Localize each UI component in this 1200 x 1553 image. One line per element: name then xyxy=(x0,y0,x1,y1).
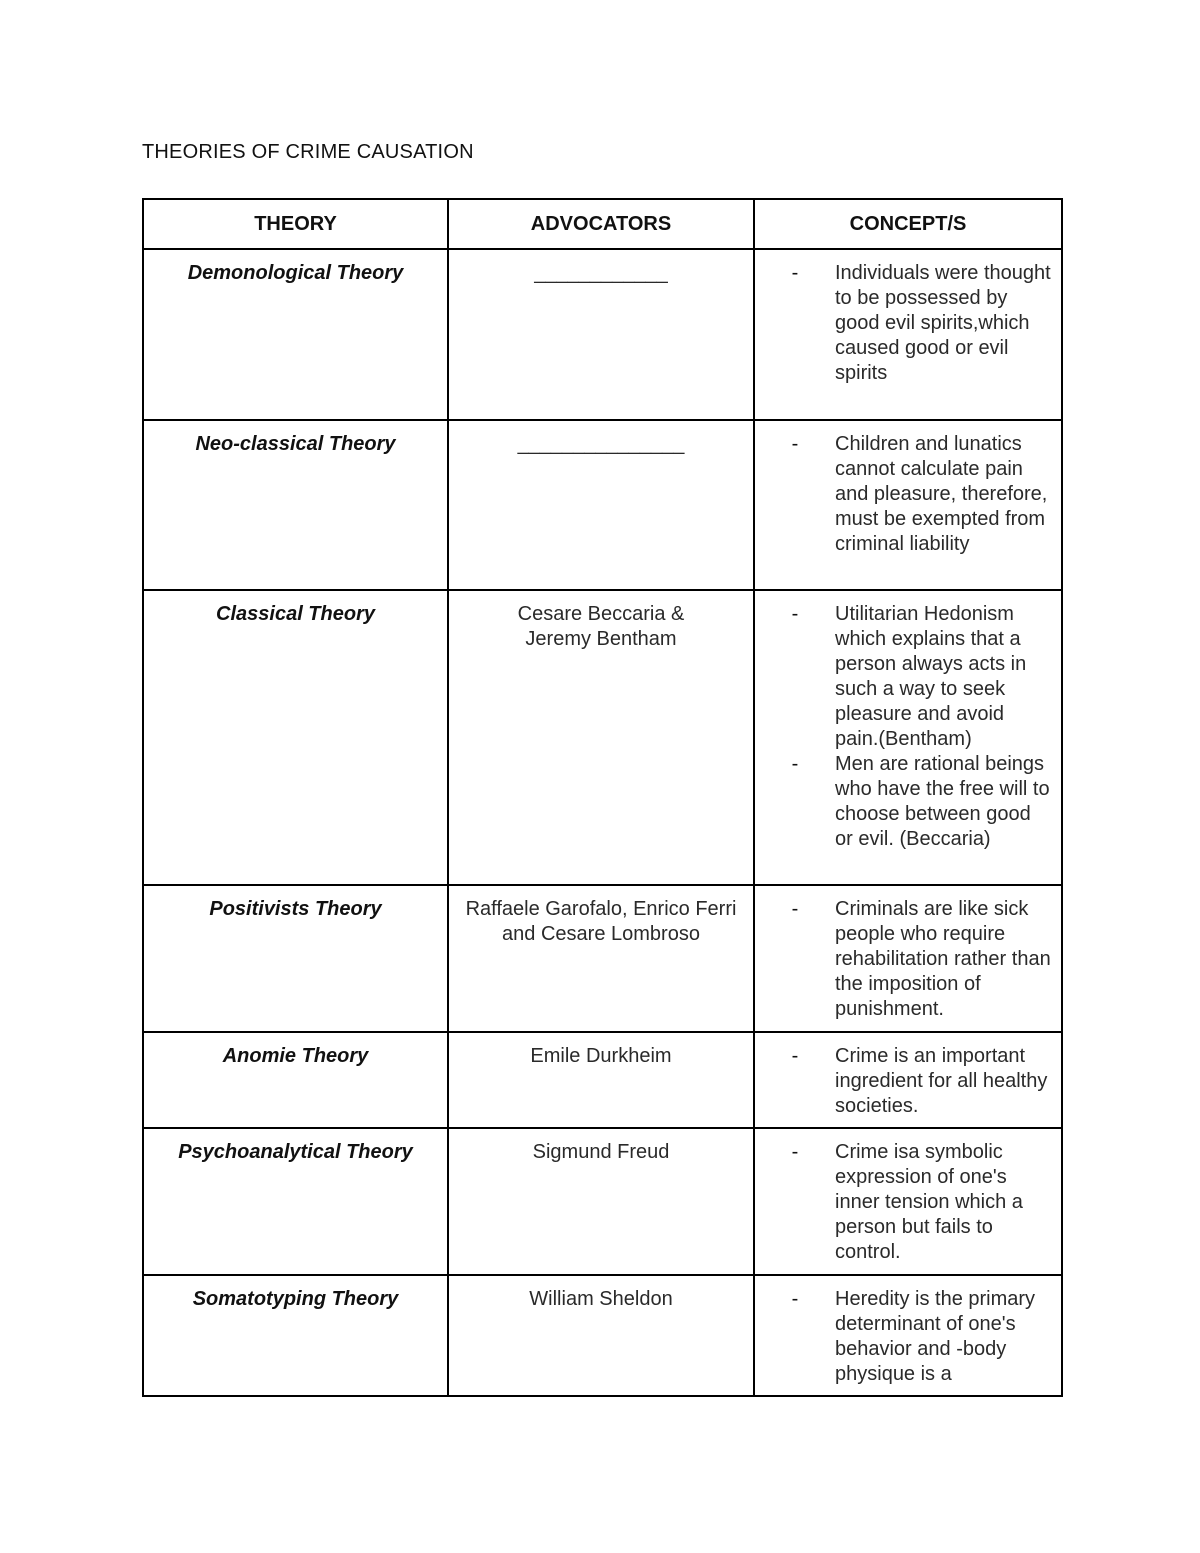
table-row xyxy=(143,1032,1062,1128)
table-row xyxy=(143,249,1062,420)
concept-item xyxy=(755,1140,1051,1265)
advocators: ____________ xyxy=(448,249,754,420)
theory-name: Anomie Theory xyxy=(143,1032,448,1128)
concept-item xyxy=(755,752,1051,852)
bullet-dash: - xyxy=(791,603,799,625)
concepts xyxy=(754,590,1062,885)
concept-text: Men are rational beings who have the free will to choose between good or evil. (Beccaria) xyxy=(835,753,1050,850)
concept-item xyxy=(755,602,1051,752)
theory-name: Psychoanalytical Theory xyxy=(143,1128,448,1275)
bullet-dash: - xyxy=(791,1288,799,1310)
bullet-dash: - xyxy=(791,262,799,284)
header-theory: THEORY xyxy=(143,199,448,249)
advocators: William Sheldon xyxy=(448,1275,754,1396)
advocators: Sigmund Freud xyxy=(448,1128,754,1275)
theory-name: Somatotyping Theory xyxy=(143,1275,448,1396)
concept-text: Heredity is the primary determinant of one's behavior and -body physique is a xyxy=(835,1288,1036,1385)
advocators: Cesare Beccaria & Jeremy Bentham xyxy=(448,590,754,885)
advocators: Emile Durkheim xyxy=(448,1032,754,1128)
header-row xyxy=(143,199,1062,249)
advocators: Raffaele Garofalo, Enrico Ferri and Cesare Lombroso xyxy=(448,885,754,1032)
concept-item xyxy=(755,261,1051,386)
theory-name: Classical Theory xyxy=(143,590,448,885)
concept-item xyxy=(755,432,1051,557)
table-row xyxy=(143,1275,1062,1396)
page-title: THEORIES OF CRIME CAUSATION xyxy=(142,141,474,163)
bullet-dash: - xyxy=(791,898,799,920)
concepts xyxy=(754,249,1062,420)
theory-name: Positivists Theory xyxy=(143,885,448,1032)
table-row xyxy=(143,420,1062,590)
concept-text: Crime is an important ingredient for all healthy societies. xyxy=(835,1045,1048,1117)
header-concepts: CONCEPT/S xyxy=(754,199,1062,249)
theory-name: Neo-classical Theory xyxy=(143,420,448,590)
table-row xyxy=(143,885,1062,1032)
header-advocators: ADVOCATORS xyxy=(448,199,754,249)
advocators: _______________ xyxy=(448,420,754,590)
theory-name: Demonological Theory xyxy=(143,249,448,420)
concepts xyxy=(754,885,1062,1032)
concept-text: Utilitarian Hedonism which explains that a person always acts in such a way to seek pleasure and avoid pain.(Bentham) xyxy=(835,603,1027,750)
bullet-dash: - xyxy=(791,1045,799,1067)
concepts xyxy=(754,1275,1062,1396)
theories-table xyxy=(142,198,1063,1397)
concept-text: Crime isa symbolic expression of one's inner tension which a person but fails to control. xyxy=(835,1141,1023,1263)
concept-item xyxy=(755,1044,1051,1119)
table-row xyxy=(143,590,1062,885)
concepts xyxy=(754,420,1062,590)
bullet-dash: - xyxy=(791,753,799,775)
bullet-dash: - xyxy=(791,1141,799,1163)
concepts xyxy=(754,1032,1062,1128)
concept-item xyxy=(755,1287,1051,1387)
concept-text: Individuals were thought to be possessed by good evil spirits,which caused good or evil spirits xyxy=(835,262,1051,384)
concept-text: Criminals are like sick people who require rehabilitation rather than the imposition of punishment. xyxy=(835,898,1051,1020)
concept-item xyxy=(755,897,1051,1022)
concept-text: Children and lunatics cannot calculate pain and pleasure, therefore, must be exempted from criminal liability xyxy=(835,433,1048,555)
bullet-dash: - xyxy=(791,433,799,455)
concepts xyxy=(754,1128,1062,1275)
table-row xyxy=(143,1128,1062,1275)
